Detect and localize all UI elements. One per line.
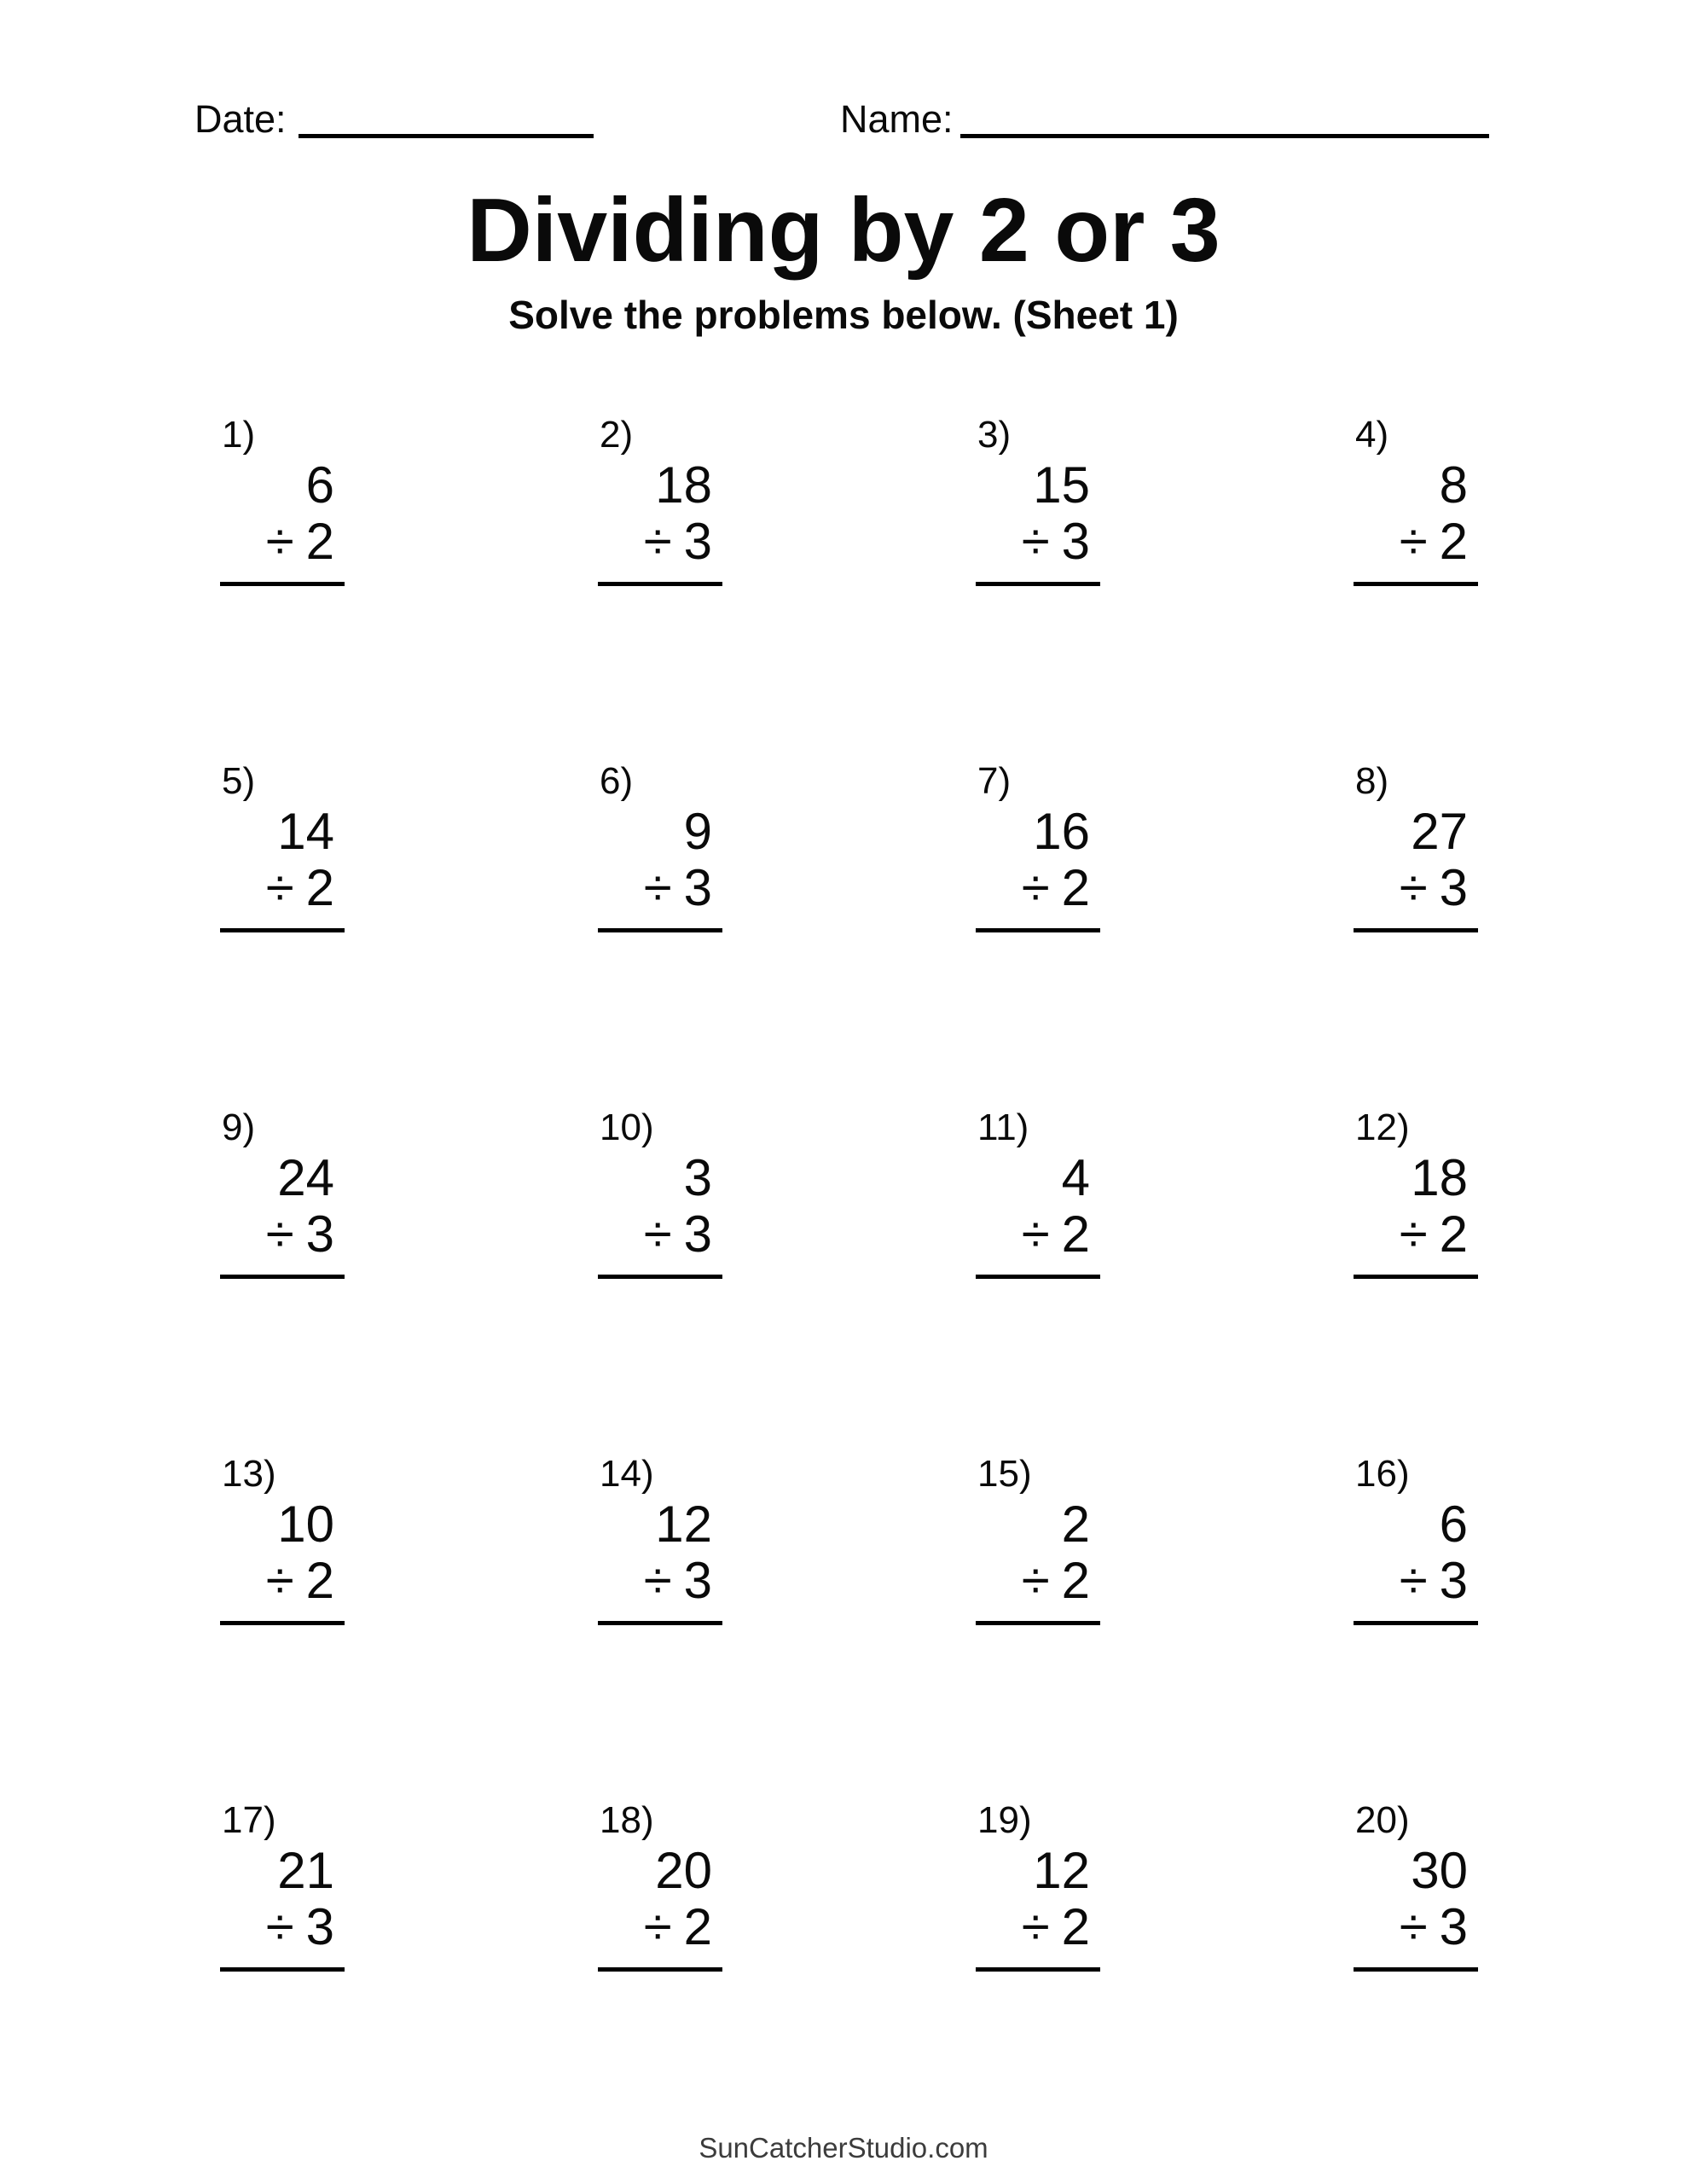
problem: [598, 1798, 722, 1972]
division-sign: ÷: [643, 1898, 672, 1955]
division-sign: ÷: [1399, 513, 1428, 570]
answer-line: [598, 582, 722, 586]
answer-line: [1354, 928, 1478, 932]
problem-dividend: 12: [1033, 1842, 1090, 1899]
page-title: Dividing by 2 or 3: [467, 180, 1220, 281]
problem-dividend: 10: [277, 1496, 334, 1553]
problem: [220, 413, 345, 586]
problem-divisor: [220, 1206, 345, 1263]
division-sign: ÷: [1021, 1552, 1050, 1609]
problem-divisor: [976, 1553, 1100, 1609]
problem-divisor: [598, 1206, 722, 1263]
problem-number: 15): [977, 1453, 1032, 1495]
divisor-value: 3: [683, 1552, 712, 1609]
name-label: Name:: [840, 97, 954, 141]
divisor-value: 3: [305, 1205, 334, 1263]
problem-dividend: 12: [655, 1496, 712, 1553]
division-sign: ÷: [643, 859, 672, 916]
division-sign: ÷: [643, 1552, 672, 1609]
problem-dividend: 14: [277, 803, 334, 860]
answer-line: [220, 1275, 345, 1279]
problem: [220, 1106, 345, 1279]
problem-number: 12): [1355, 1107, 1410, 1148]
problem-divisor: [220, 514, 345, 570]
problem: [598, 1106, 722, 1279]
division-sign: ÷: [1021, 859, 1050, 916]
problem-number: 4): [1355, 414, 1389, 456]
answer-line: [220, 928, 345, 932]
answer-line: [1354, 1275, 1478, 1279]
problem-number: 17): [222, 1799, 276, 1841]
problem-number: 6): [600, 760, 634, 802]
problem-divisor: [598, 514, 722, 570]
problem-dividend: 6: [1439, 1496, 1468, 1553]
problem-dividend: 18: [655, 456, 712, 514]
division-sign: ÷: [643, 513, 672, 570]
problem-number: 5): [222, 760, 256, 802]
division-sign: ÷: [265, 1898, 294, 1955]
problem-dividend: 9: [683, 803, 712, 860]
problem-dividend: 21: [277, 1842, 334, 1899]
page-subtitle: Solve the problems below. (Sheet 1): [508, 293, 1179, 337]
answer-line: [976, 1621, 1100, 1625]
division-sign: ÷: [1021, 513, 1050, 570]
problem-divisor: [220, 1553, 345, 1609]
divisor-value: 2: [683, 1898, 712, 1955]
problem: [1354, 1798, 1478, 1972]
problem-number: 19): [977, 1799, 1032, 1841]
problem-number: 18): [600, 1799, 654, 1841]
answer-line: [976, 1275, 1100, 1279]
problem: [976, 1106, 1100, 1279]
division-sign: ÷: [1399, 1205, 1428, 1263]
name-field: [840, 97, 1489, 142]
answer-line: [220, 1967, 345, 1972]
problem-number: 16): [1355, 1453, 1410, 1495]
problem-dividend: 4: [1061, 1149, 1090, 1206]
problem-divisor: [1354, 1553, 1478, 1609]
problem-divisor: [598, 860, 722, 916]
divisor-value: 3: [305, 1898, 334, 1955]
divisor-value: 2: [1061, 1205, 1090, 1263]
date-field: [194, 97, 594, 142]
problem-dividend: 18: [1411, 1149, 1468, 1206]
problem-divisor: [976, 1899, 1100, 1955]
problem: [220, 1798, 345, 1972]
problem-number: 9): [222, 1107, 256, 1148]
problem: [598, 759, 722, 932]
answer-line: [598, 928, 722, 932]
divisor-value: 2: [1439, 513, 1468, 570]
problem-number: 13): [222, 1453, 276, 1495]
divisor-value: 2: [1061, 1898, 1090, 1955]
problem-dividend: 16: [1033, 803, 1090, 860]
problem-dividend: 15: [1033, 456, 1090, 514]
problem: [220, 1452, 345, 1625]
problem-divisor: [598, 1899, 722, 1955]
problem-divisor: [1354, 514, 1478, 570]
answer-line: [1354, 1967, 1478, 1972]
problem: [976, 1452, 1100, 1625]
divisor-value: 3: [683, 513, 712, 570]
problem-divisor: [1354, 860, 1478, 916]
problem-dividend: 2: [1061, 1496, 1090, 1553]
divisor-value: 3: [1061, 513, 1090, 570]
problem: [1354, 1106, 1478, 1279]
problem-dividend: 27: [1411, 803, 1468, 860]
problem-divisor: [598, 1553, 722, 1609]
division-sign: ÷: [1399, 1898, 1428, 1955]
problem: [220, 759, 345, 932]
division-sign: ÷: [1399, 859, 1428, 916]
problem-number: 8): [1355, 760, 1389, 802]
divisor-value: 3: [1439, 859, 1468, 916]
problem-number: 1): [222, 414, 256, 456]
problem-divisor: [976, 860, 1100, 916]
answer-line: [220, 1621, 345, 1625]
problem-number: 14): [600, 1453, 654, 1495]
answer-line: [598, 1621, 722, 1625]
problem-divisor: [220, 860, 345, 916]
problem-dividend: 24: [277, 1149, 334, 1206]
division-sign: ÷: [1399, 1552, 1428, 1609]
division-sign: ÷: [265, 1205, 294, 1263]
problem-divisor: [220, 1899, 345, 1955]
problem-dividend: 8: [1439, 456, 1468, 514]
problem: [598, 413, 722, 586]
problem: [976, 759, 1100, 932]
problem-number: 20): [1355, 1799, 1410, 1841]
division-sign: ÷: [1021, 1205, 1050, 1263]
problem-dividend: 6: [305, 456, 334, 514]
problem: [976, 1798, 1100, 1972]
divisor-value: 3: [1439, 1552, 1468, 1609]
division-sign: ÷: [643, 1205, 672, 1263]
problem-divisor: [976, 514, 1100, 570]
problem: [1354, 413, 1478, 586]
answer-line: [976, 582, 1100, 586]
division-sign: ÷: [265, 859, 294, 916]
problem-number: 3): [977, 414, 1012, 456]
divisor-value: 2: [305, 1552, 334, 1609]
problem: [1354, 759, 1478, 932]
answer-line: [976, 928, 1100, 932]
footer-website: SunCatcherStudio.com: [699, 2132, 988, 2164]
problem-dividend: 3: [683, 1149, 712, 1206]
problem-number: 10): [600, 1107, 654, 1148]
problem-divisor: [1354, 1899, 1478, 1955]
problem: [976, 413, 1100, 586]
division-sign: ÷: [1021, 1898, 1050, 1955]
problem: [1354, 1452, 1478, 1625]
problem-dividend: 30: [1411, 1842, 1468, 1899]
problem: [598, 1452, 722, 1625]
date-label: Date:: [194, 97, 287, 141]
divisor-value: 2: [305, 859, 334, 916]
answer-line: [220, 582, 345, 586]
problem-divisor: [1354, 1206, 1478, 1263]
answer-line: [1354, 582, 1478, 586]
divisor-value: 3: [1439, 1898, 1468, 1955]
date-blank-line: [299, 134, 594, 138]
problem-divisor: [976, 1206, 1100, 1263]
problem-dividend: 20: [655, 1842, 712, 1899]
division-sign: ÷: [265, 1552, 294, 1609]
problem-number: 2): [600, 414, 634, 456]
problems-grid: [220, 413, 1478, 1972]
divisor-value: 2: [305, 513, 334, 570]
answer-line: [976, 1967, 1100, 1972]
problem-number: 7): [977, 760, 1012, 802]
divisor-value: 3: [683, 859, 712, 916]
answer-line: [598, 1275, 722, 1279]
divisor-value: 3: [683, 1205, 712, 1263]
divisor-value: 2: [1061, 1552, 1090, 1609]
answer-line: [1354, 1621, 1478, 1625]
name-blank-line: [960, 134, 1489, 138]
divisor-value: 2: [1439, 1205, 1468, 1263]
division-sign: ÷: [265, 513, 294, 570]
answer-line: [598, 1967, 722, 1972]
problem-number: 11): [977, 1107, 1029, 1148]
divisor-value: 2: [1061, 859, 1090, 916]
